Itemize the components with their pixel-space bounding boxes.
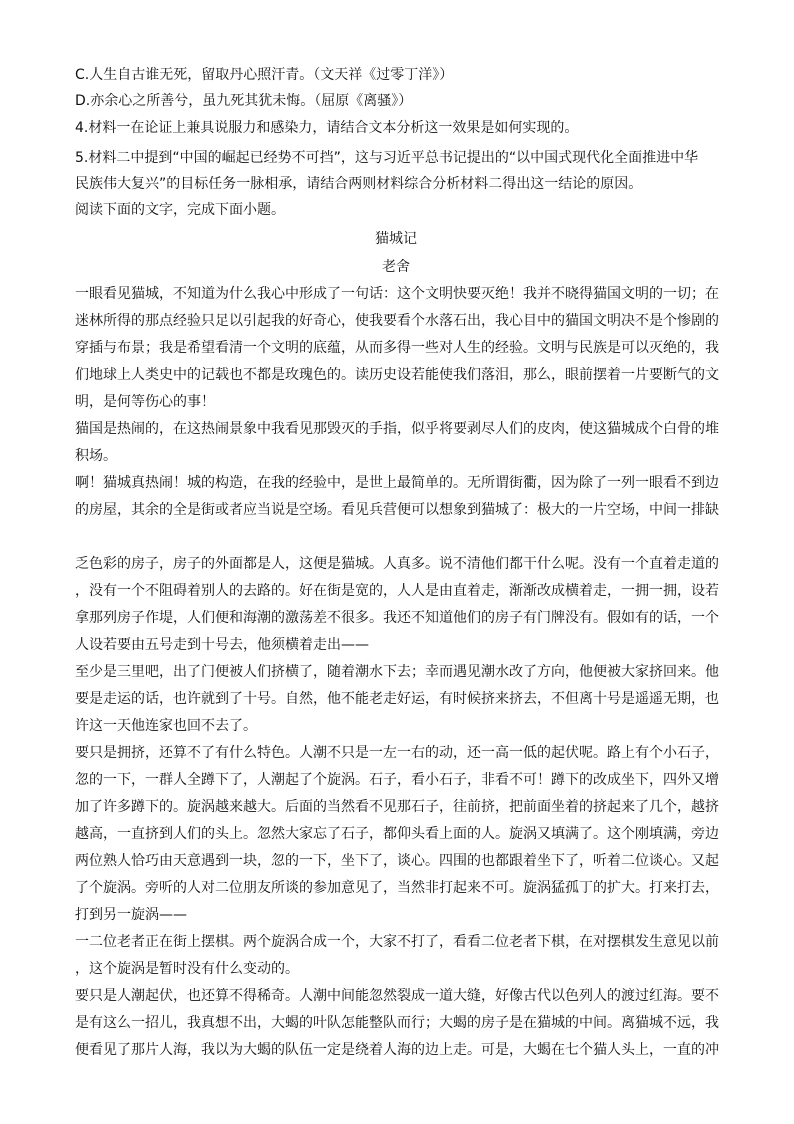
article-line: 许这一天他连家也回不去了。 [75, 718, 257, 734]
article-line: 忽的一下，一群人全蹲下了，人潮起了个旋涡。石子，看小石子，非看不可！蹲下的改成坐下，四外又增 [75, 772, 719, 788]
article-line: 要是走运的话，也许就到了十号。自然，他不能老走好运，有时候挤来挤去，不但离十号是遥遥无期，也 [75, 691, 719, 707]
option-c: C.人生自古谁无死，留取丹心照汗青。（文天祥《过零丁洋》） [75, 67, 454, 83]
article-line: 迷林所得的那点经验只足以引起我的好奇心，使我要看个水落石出，我心目中的猫国文明决不是个惨剧的 [75, 313, 719, 329]
question-4: 4.材料一在论证上兼具说服力和感染力，请结合文本分析这一效果是如何实现的。 [75, 120, 579, 136]
article-line: 人设若要由五号走到十号去，他须横着走出—— [75, 637, 369, 653]
article-line: 是有这么一招儿，我真想不出，大蝎的叶队怎能整队而行；大蝎的房子是在猫城的中间。离猫城不远，我 [75, 1015, 719, 1031]
article-line: 加了许多蹲下的。旋涡越来越大。后面的当然看不见那石子，往前挤，把前面坐着的挤起来了几个，越挤 [75, 799, 719, 815]
article-line: 穿插与布景；我是希望看清一个文明的底蕴，从而多得一些对人生的经验。文明与民族是可以灭绝的，我 [75, 340, 719, 356]
article-line: 拿那列房子作堤，人们便和海潮的激荡差不很多。我还不知道他们的房子有门牌没有。假如有的话，一个 [75, 610, 719, 626]
question-5-line-1: 5.材料二中提到“中国的崛起已经势不可挡”，这与习近平总书记提出的“以中国式现代化全面推进中华 [75, 150, 699, 166]
article-line: 要只是人潮起伏，也还算不得稀奇。人潮中间能忽然裂成一道大缝，好像古代以色列人的渡过红海。要不 [75, 988, 719, 1004]
article-author: 老舍 [382, 259, 410, 275]
question-5-line-2: 民族伟大复兴”的目标任务一脉相承，请结合两则材料综合分析材料二得出这一结论的原因。 [75, 176, 643, 192]
article-line: ，没有一个不阻碍着别人的去路的。好在街是宽的，人人是由直着走，渐渐改成横着走，一拥一拥，设若 [75, 583, 719, 599]
article-line: ，这个旋涡是暂时没有什么变动的。 [75, 961, 299, 977]
option-d: D.亦余心之所善兮，虽九死其犹未悔。（屈原《离骚》） [75, 93, 413, 109]
article-line: 了个旋涡。旁听的人对二位朋友所谈的参加意见了，当然非打起来不可。旋涡猛孤丁的扩大。打来打去， [75, 880, 719, 896]
article-line: 打到另一旋涡—— [75, 907, 187, 923]
article-line: 越高，一直挤到人们的头上。忽然大家忘了石子，都仰头看上面的人。旋涡又填满了。这个刚填满，旁边 [75, 826, 719, 842]
article-line: 乏色彩的房子，房子的外面都是人，这便是猫城。人真多。说不清他们都干什么呢。没有一个直着走道的 [75, 556, 719, 572]
article-line: 的房屋，其余的全是街或者应当说是空场。看见兵营便可以想象到猫城了：极大的一片空场，中间一排缺 [75, 502, 719, 518]
article-line: 们地球上人类史中的记载也不都是玫瑰色的。读历史设若能使我们落泪，那么，眼前摆着一片要断气的文 [75, 367, 719, 383]
article-line: 要只是拥挤，还算不了有什么特色。人潮不只是一左一右的动，还一高一低的起伏呢。路上有个小石子， [75, 745, 719, 761]
article-line: 一二位老者正在街上摆棋。两个旋涡合成一个，大家不打了，看看二位老者下棋，在对摆棋发生意见以前 [75, 934, 719, 950]
article-line: 至少是三里吧，出了门便被人们挤横了，随着潮水下去；幸而遇见潮水改了方向，他便被大家挤回来。他 [75, 664, 719, 680]
article-line: 两位熟人恰巧由天意遇到一块，忽的一下，坐下了，谈心。四围的也都跟着坐下了，听着二位谈心。又起 [75, 853, 719, 869]
article-line: 一眼看见猫城，不知道为什么我心中形成了一句话：这个文明快要灭绝！我并不晓得猫国文明的一切；在 [75, 286, 719, 302]
article-title: 猫城记 [375, 231, 417, 247]
article-line: 猫国是热闹的，在这热闹景象中我看见那毁灭的手指，似乎将要剥尽人们的皮肉，使这猫城成个白骨的堆 [75, 421, 719, 437]
article-line: 啊！猫城真热闹！城的构造，在我的经验中，是世上最简单的。无所谓街衢，因为除了一列一眼看不到边 [75, 475, 719, 491]
article-line: 积场。 [75, 448, 117, 464]
article-line: 明，是何等伤心的事！ [75, 394, 215, 410]
article-line: 便看见了那片人海，我以为大蝎的队伍一定是绕着人海的边上走。可是，大蝎在七个猫人头上，一直的冲 [75, 1042, 719, 1058]
reading-instruction: 阅读下面的文字，完成下面小题。 [75, 202, 285, 218]
